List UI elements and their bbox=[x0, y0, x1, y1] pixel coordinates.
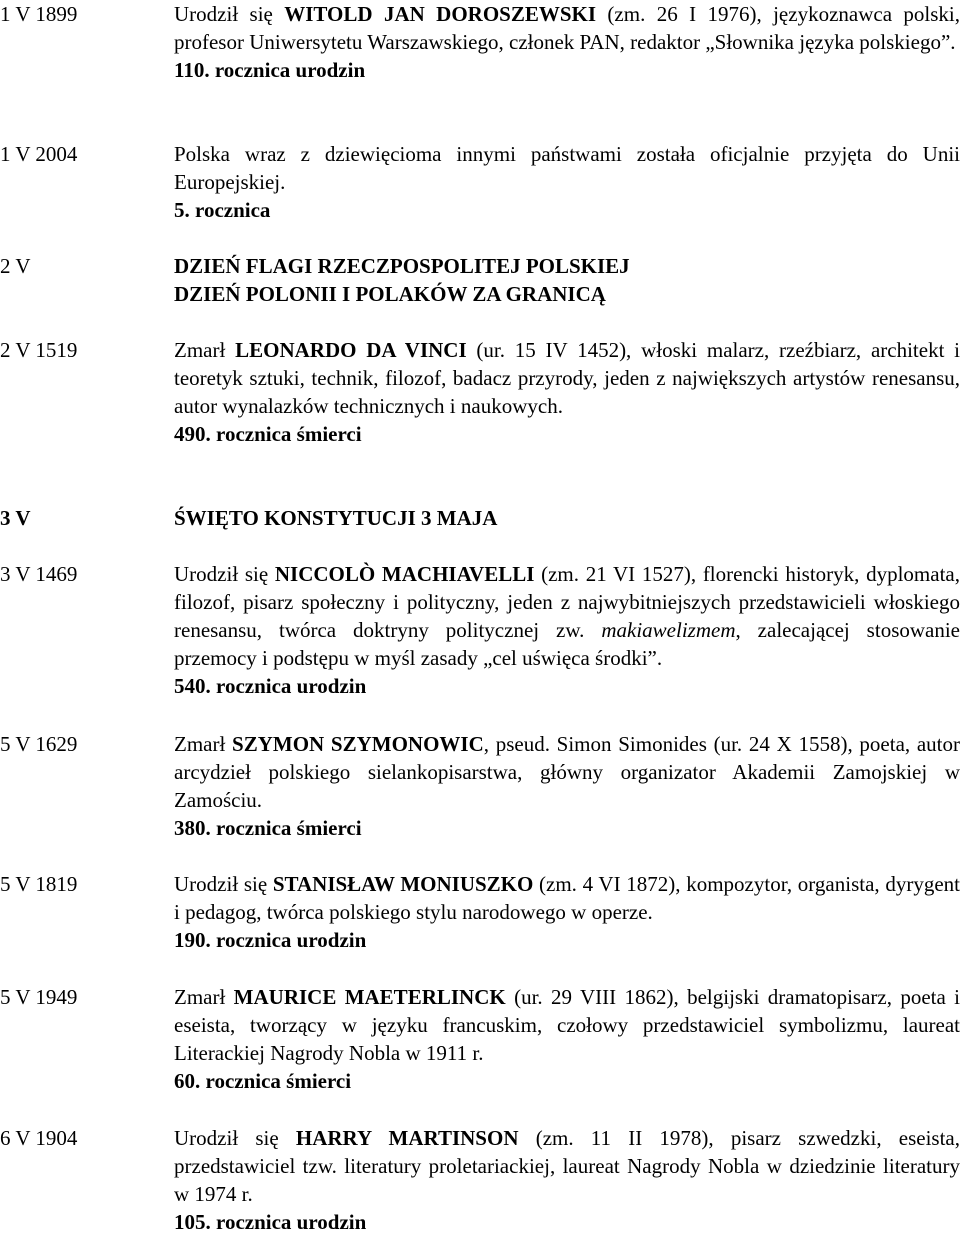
holiday-heading: ŚWIĘTO KONSTYTUCJI 3 MAJA bbox=[174, 506, 498, 530]
anniversary-label: 380. rocznica śmierci bbox=[174, 816, 362, 840]
person-name: MAURICE MAETERLINCK bbox=[233, 985, 506, 1009]
entry-text: Zmarł LEONARDO DA VINCI (ur. 15 IV 1452), włoski malarz, rzeźbiarz, architekt i teoretyk sztuki, technik, filozof, badacz przyrody, jeden z największych artystów renesansu, autor wynalazków technicznych i naukowych. 490. rocznica śmierci bbox=[174, 338, 960, 446]
entry-text: Polska wraz z dziewięcioma innymi państwami została oficjalnie przyjęta do Unii Europejskiej. 5. rocznica bbox=[174, 142, 960, 222]
entry-text: Urodził się HARRY MARTINSON (zm. 11 II 1978), pisarz szwedzki, eseista, przedstawiciel tzw. literatury proletariackiej, laureat Nagrody Nobla w dziedzinie literatury w 1974 r. 105. rocznica urodzin bbox=[174, 1126, 960, 1234]
anniversary-label: 190. rocznica urodzin bbox=[174, 928, 367, 952]
entry-text: Urodził się WITOLD JAN DOROSZEWSKI (zm. 26 I 1976), językoznawca polski, profesor Uniwersytetu Warszawskiego, członek PAN, redaktor „Słownika języka polskiego”. 110. rocznica urodzin bbox=[174, 2, 960, 82]
entry-date: 2 V bbox=[0, 254, 31, 278]
person-name: WITOLD JAN DOROSZEWSKI bbox=[284, 2, 597, 26]
entry-text: Urodził się NICCOLÒ MACHIAVELLI (zm. 21 VI 1527), florencki historyk, dyplomata, filozof, pisarz społeczny i polityczny, jeden z najwybitniejszych przedstawicieli włoskiego renesansu, twórca doktryny politycznej zw. makiawelizmem, zalecającej stosowanie przemocy i podstępu w myśl zasady „cel uświęca środki”. 540. rocznica urodzin bbox=[174, 562, 960, 698]
person-name: SZYMON SZYMONOWIC bbox=[232, 732, 484, 756]
entry-date: 6 V 1904 bbox=[0, 1126, 78, 1150]
anniversary-label: 5. rocznica bbox=[174, 198, 271, 222]
anniversary-label: 110. rocznica urodzin bbox=[174, 58, 366, 82]
entry-date: 3 V bbox=[0, 506, 31, 530]
entry-date: 5 V 1819 bbox=[0, 872, 78, 896]
anniversary-label: 105. rocznica urodzin bbox=[174, 1210, 367, 1234]
entry-text: Zmarł SZYMON SZYMONOWIC, pseud. Simon Simonides (ur. 24 X 1558), poeta, autor arcydzieł polskiego sielankopisarstwa, główny organizator Akademii Zamojskiej w Zamościu. 380. rocznica śmierci bbox=[174, 732, 960, 840]
person-name: HARRY MARTINSON bbox=[295, 1126, 519, 1150]
person-name: LEONARDO DA VINCI bbox=[235, 338, 467, 362]
entry-date: 5 V 1949 bbox=[0, 985, 78, 1009]
holiday-heading: DZIEŃ FLAGI RZECZPOSPOLITEJ POLSKIEJ DZIEŃ POLONII I POLAKÓW ZA GRANICĄ bbox=[174, 254, 630, 306]
entry-date: 1 V 2004 bbox=[0, 142, 78, 166]
entry-text: Urodził się STANISŁAW MONIUSZKO (zm. 4 VI 1872), kompozytor, organista, dyrygent i pedagog, twórca polskiego stylu narodowego w operze. 190. rocznica urodzin bbox=[174, 872, 960, 952]
person-name: STANISŁAW MONIUSZKO bbox=[272, 872, 534, 896]
entry-date: 1 V 1899 bbox=[0, 2, 78, 26]
person-name: NICCOLÒ MACHIAVELLI bbox=[274, 562, 535, 586]
anniversary-label: 490. rocznica śmierci bbox=[174, 422, 362, 446]
anniversary-label: 540. rocznica urodzin bbox=[174, 674, 367, 698]
entry-date: 3 V 1469 bbox=[0, 562, 78, 586]
entry-date: 2 V 1519 bbox=[0, 338, 78, 362]
italic-term: makiawelizmem bbox=[601, 618, 736, 642]
entry-text: Zmarł MAURICE MAETERLINCK (ur. 29 VIII 1862), belgijski dramatopisarz, poeta i eseista, tworzący w języku francuskim, czołowy przedstawiciel symbolizmu, laureat Literackiej Nagrody Nobla w 1911 r. 60. rocznica śmierci bbox=[174, 985, 960, 1093]
anniversary-label: 60. rocznica śmierci bbox=[174, 1069, 352, 1093]
entry-date: 5 V 1629 bbox=[0, 732, 78, 756]
